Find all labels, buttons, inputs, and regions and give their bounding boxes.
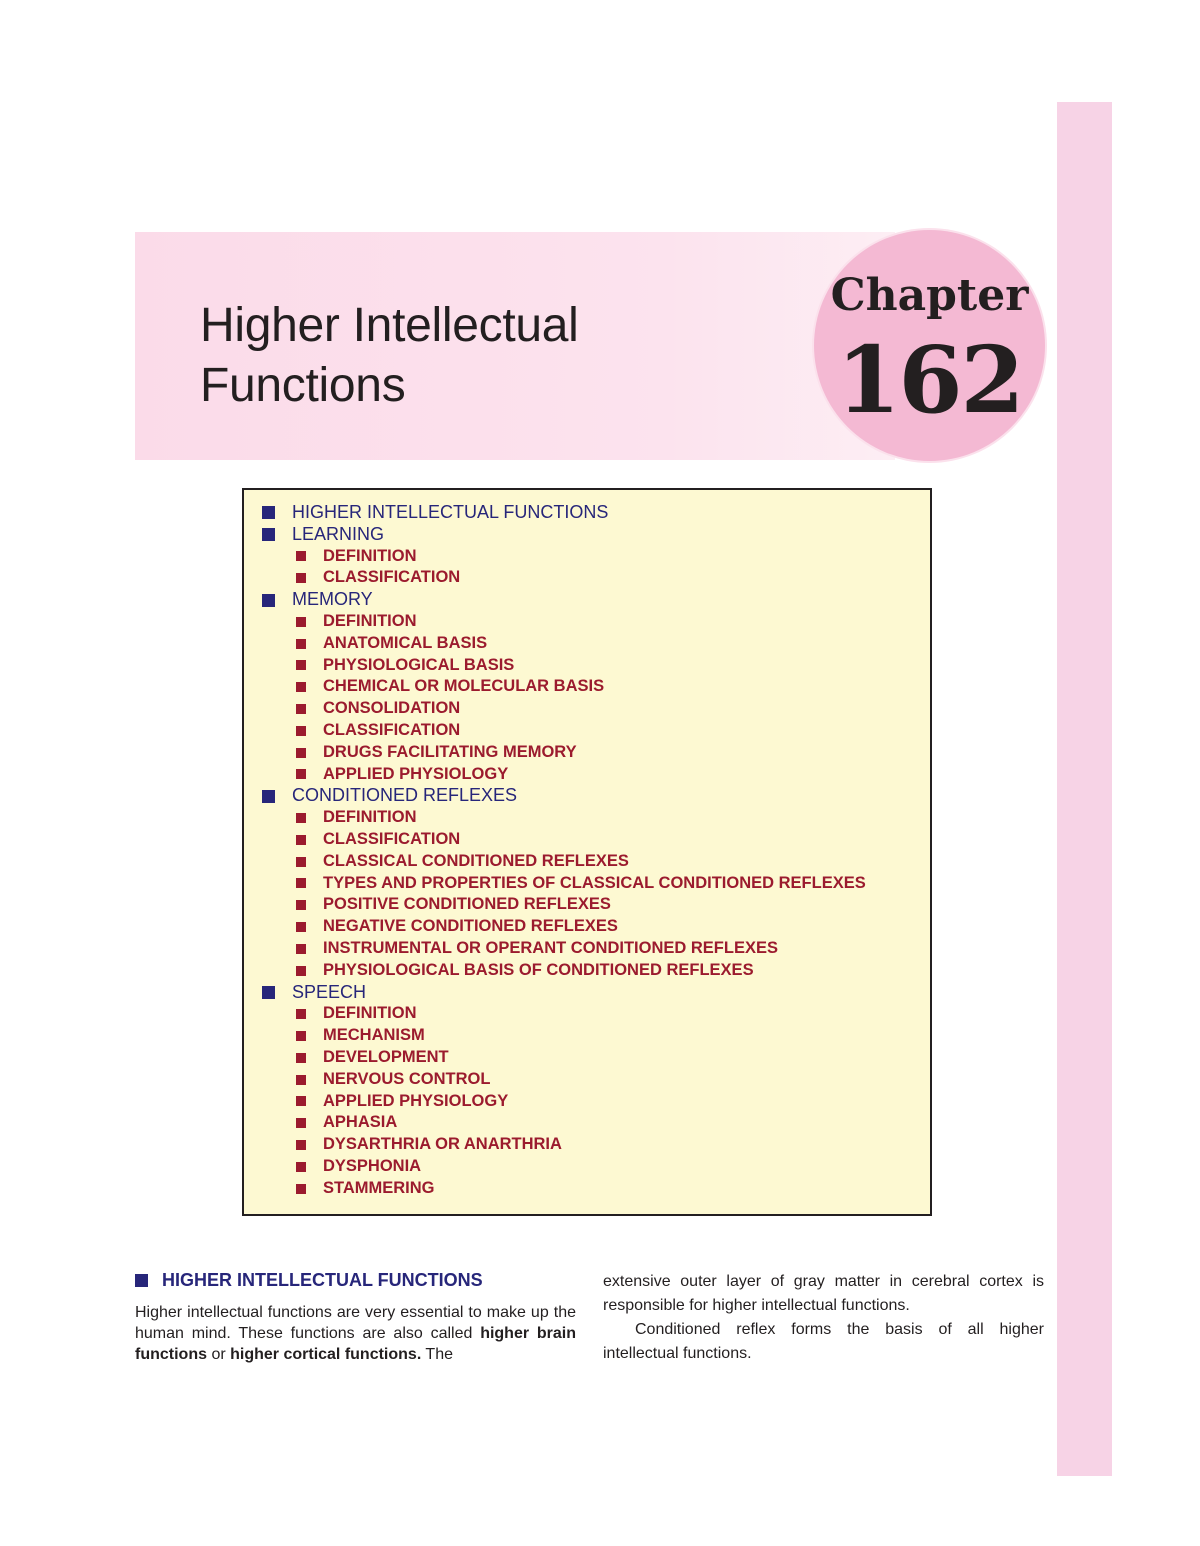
bold-term: higher cortical functions. <box>230 1346 422 1363</box>
toc-subsection-item <box>262 1047 866 1069</box>
toc-item-label: DYSARTHRIA OR ANARTHRIA <box>323 1135 562 1154</box>
square-bullet-icon <box>296 551 306 561</box>
toc-item-label: CONDITIONED REFLEXES <box>292 785 518 806</box>
chapter-contents-box <box>242 488 932 1216</box>
chapter-number: 162 <box>836 326 1023 434</box>
square-bullet-icon <box>296 1075 306 1085</box>
toc-section-item <box>262 982 866 1004</box>
square-bullet-icon <box>296 1053 306 1063</box>
square-bullet-icon <box>296 1031 306 1041</box>
toc-item-label: DYSPHONIA <box>323 1156 422 1175</box>
toc-item-label: NERVOUS CONTROL <box>323 1069 491 1088</box>
paragraph-text: or <box>207 1346 231 1363</box>
toc-item-label: CHEMICAL OR MOLECULAR BASIS <box>323 677 605 696</box>
chapter-badge <box>814 230 1045 461</box>
square-bullet-icon <box>296 1009 306 1019</box>
toc-item-label: DEFINITION <box>323 1004 417 1023</box>
toc-subsection-item <box>262 1069 866 1091</box>
toc-subsection-item <box>262 894 866 916</box>
toc-item-label: HIGHER INTELLECTUAL FUNCTIONS <box>292 502 609 522</box>
square-bullet-icon <box>296 878 306 888</box>
paragraph-1-continued: extensive outer layer of gray matter in cerebral cortex is responsible for higher intellectual functions. <box>603 1273 1044 1314</box>
paragraph-1-start <box>135 1302 576 1365</box>
toc-subsection-item <box>262 720 866 742</box>
toc-subsection-item <box>262 764 866 786</box>
toc-subsection-item <box>262 1112 866 1134</box>
square-bullet-icon <box>296 726 306 736</box>
toc-subsection-item <box>262 633 866 655</box>
square-bullet-icon <box>262 506 275 519</box>
square-bullet-icon <box>262 594 275 607</box>
square-bullet-icon <box>262 986 275 999</box>
square-bullet-icon <box>296 1118 306 1128</box>
toc-item-label: STAMMERING <box>323 1178 435 1197</box>
square-bullet-icon <box>296 1162 306 1172</box>
toc-item-label: CLASSIFICATION <box>323 568 461 587</box>
toc-item-label: POSITIVE CONDITIONED REFLEXES <box>323 895 611 914</box>
bold-term: higher brain functions <box>135 1325 576 1363</box>
toc-subsection-item <box>262 1134 866 1156</box>
square-bullet-icon <box>296 1184 306 1194</box>
square-bullet-icon <box>296 704 306 714</box>
square-bullet-icon <box>296 835 306 845</box>
toc-item-label: PHYSIOLOGICAL BASIS <box>323 655 515 674</box>
toc-subsection-item <box>262 1003 866 1025</box>
square-bullet-icon <box>296 1140 306 1150</box>
square-bullet-icon <box>296 813 306 823</box>
square-bullet-icon <box>262 528 275 541</box>
paragraph-2: Conditioned reflex forms the basis of all higher intellectual functions. <box>603 1321 1044 1362</box>
paragraph-text: The <box>421 1346 453 1363</box>
toc-subsection-item <box>262 655 866 677</box>
toc-section-item <box>262 524 866 546</box>
toc-subsection-item <box>262 873 866 895</box>
toc-subsection-item <box>262 851 866 873</box>
toc-item-label: CLASSICAL CONDITIONED REFLEXES <box>323 851 629 870</box>
toc-item-label: DRUGS FACILITATING MEMORY <box>323 742 577 761</box>
square-bullet-icon <box>296 1096 306 1106</box>
toc-item-label: CLASSIFICATION <box>323 829 461 848</box>
toc-item-label: DEFINITION <box>323 611 417 630</box>
square-bullet-icon <box>296 682 306 692</box>
chapter-label: Chapter <box>830 270 1029 321</box>
toc-subsection-item <box>262 1156 866 1178</box>
square-bullet-icon <box>296 748 306 758</box>
square-bullet-icon <box>296 944 306 954</box>
chapter-title-line1: Higher Intellectual <box>200 299 579 352</box>
toc-item-label: APPLIED PHYSIOLOGY <box>323 764 509 783</box>
square-bullet-icon <box>135 1274 148 1287</box>
square-bullet-icon <box>296 769 306 779</box>
toc-subsection-item <box>262 916 866 938</box>
section-heading-text: HIGHER INTELLECTUAL FUNCTIONS <box>162 1270 483 1290</box>
toc-item-label: TYPES AND PROPERTIES OF CLASSICAL CONDITIONED REFLEXES <box>323 873 866 892</box>
toc-item-label: MEMORY <box>292 589 373 610</box>
square-bullet-icon <box>296 966 306 976</box>
toc-section-item <box>262 502 866 524</box>
square-bullet-icon <box>296 922 306 932</box>
toc-item-label: DEVELOPMENT <box>323 1047 449 1066</box>
square-bullet-icon <box>296 900 306 910</box>
toc-item-label: INSTRUMENTAL OR OPERANT CONDITIONED REFLEXES <box>323 938 778 957</box>
toc-item-label: LEARNING <box>292 523 385 544</box>
toc-item-label: DEFINITION <box>323 546 417 565</box>
chapter-title-line2: Functions <box>200 359 406 412</box>
square-bullet-icon <box>296 617 306 627</box>
toc-item-label: PHYSIOLOGICAL BASIS OF CONDITIONED REFLEXES <box>323 960 754 979</box>
toc-subsection-item <box>262 567 866 589</box>
toc-subsection-item <box>262 938 866 960</box>
toc-section-item <box>262 589 866 611</box>
toc-subsection-item <box>262 1025 866 1047</box>
toc-subsection-item <box>262 742 866 764</box>
toc-subsection-item <box>262 1091 866 1113</box>
square-bullet-icon <box>296 857 306 867</box>
toc-subsection-item <box>262 807 866 829</box>
toc-item-label: APPLIED PHYSIOLOGY <box>323 1091 509 1110</box>
chapter-title <box>200 296 760 416</box>
toc-item-label: MECHANISM <box>323 1026 425 1045</box>
toc-subsection-item <box>262 546 866 568</box>
body-column-left <box>135 1302 576 1365</box>
square-bullet-icon <box>296 639 306 649</box>
toc-subsection-item <box>262 676 866 698</box>
square-bullet-icon <box>262 790 275 803</box>
toc-subsection-item <box>262 960 866 982</box>
toc-item-label: CLASSIFICATION <box>323 720 461 739</box>
toc-item-label: DEFINITION <box>323 808 417 827</box>
section-heading <box>135 1270 483 1291</box>
toc-subsection-item <box>262 698 866 720</box>
square-bullet-icon <box>296 573 306 583</box>
toc-item-label: NEGATIVE CONDITIONED REFLEXES <box>323 917 618 936</box>
chapter-contents-list <box>262 502 866 1200</box>
page-side-strip <box>1057 102 1112 1476</box>
toc-item-label: APHASIA <box>323 1113 398 1132</box>
toc-item-label: SPEECH <box>292 981 367 1002</box>
toc-item-label: ANATOMICAL BASIS <box>323 633 488 652</box>
square-bullet-icon <box>296 660 306 670</box>
toc-subsection-item <box>262 829 866 851</box>
body-column-right <box>603 1270 1044 1366</box>
toc-section-item <box>262 785 866 807</box>
paragraph-text: Higher intellectual functions are very essential to make up the human mind. These functions are also called <box>135 1304 576 1342</box>
toc-subsection-item <box>262 611 866 633</box>
toc-subsection-item <box>262 1178 866 1200</box>
toc-item-label: CONSOLIDATION <box>323 699 461 718</box>
